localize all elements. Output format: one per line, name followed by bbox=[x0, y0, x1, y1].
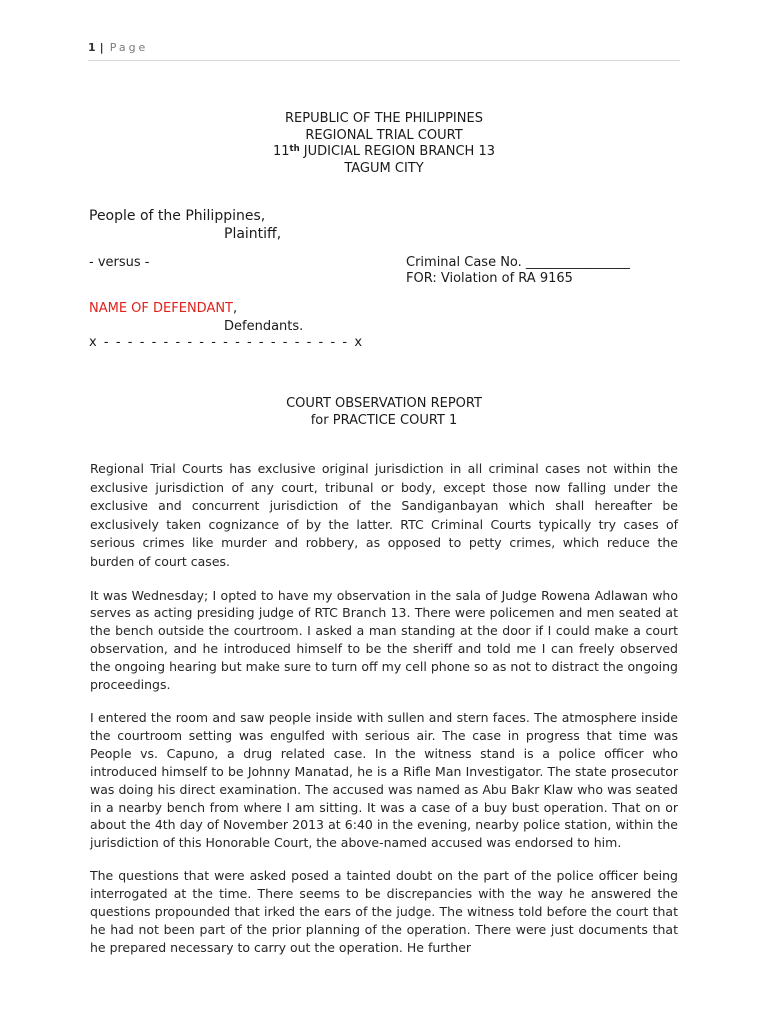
report-title-line2: for PRACTICE COURT 1 bbox=[310, 412, 458, 428]
plaintiff-role: Plaintiff, bbox=[224, 226, 282, 242]
defendant-line bbox=[89, 300, 237, 317]
page-word: Page bbox=[109, 41, 149, 54]
court-line-city: TAGUM CITY bbox=[344, 160, 424, 176]
court-heading bbox=[88, 111, 680, 177]
violation-label: FOR: Violation of RA 9165 bbox=[406, 271, 573, 286]
page-number: 1 bbox=[88, 41, 97, 54]
report-body bbox=[90, 460, 678, 972]
versus-label: - versus - bbox=[89, 255, 150, 270]
paragraph-jurisdiction: Regional Trial Courts has exclusive original jurisdiction in all criminal cases not within the exclusive jurisdiction of any court, tribunal or body, except those now falling under the exclusive and concurrent jurisdiction of the Sandiganbayan which shall hereafter be exclusively taken cognizance of by the latter. RTC Criminal Courts typically try cases of serious crimes like murder and robbery, as opposed to petty crimes, which reduce the burden of court cases. bbox=[90, 461, 678, 569]
paragraph-arrival: It was Wednesday; I opted to have my observation in the sala of Judge Rowena Adlawan who serves as acting presiding judge of RTC Branch 13. There were policemen and men seated at the bench outside the courtroom. I asked a man standing at the door if I could make a court observation, and he introduced himself to be the sheriff and told me I can freely observed the ongoing hearing but make sure to turn off my cell phone so as not to distract the ongoing proceedings. bbox=[90, 587, 678, 693]
report-title bbox=[88, 396, 680, 429]
paragraph-courtroom: I entered the room and saw people inside with sullen and stern faces. The atmosphere inside the courtroom setting was engulfed with serious air. The case in progress that time was People vs. Capuno, a drug related case. In the witness stand is a police officer who introduced himself to be Johnny Manatad, he is a Rifle Man Investigator. The state prosecutor was doing his direct examination. The accused was named as Abu Bakr Klaw who was seated in a nearby bench from where I am sitting. It was a case of a buy bust operation. That on or about the 4th day of November 2013 at 6:40 in the evening, nearby police station, within the jurisdiction of this Honorable Court, the above-named accused was endorsed to him. bbox=[90, 710, 678, 851]
region-rest: JUDICIAL REGION BRANCH 13 bbox=[299, 144, 495, 159]
case-number-label: Criminal Case No. ________________ bbox=[406, 255, 630, 270]
court-line-republic: REPUBLIC OF THE PHILIPPINES bbox=[285, 111, 483, 126]
defendant-role: Defendants. bbox=[224, 319, 304, 334]
region-ordinal: th bbox=[289, 144, 300, 154]
plaintiff-party: People of the Philippines, bbox=[89, 208, 266, 224]
court-line-region bbox=[88, 144, 680, 161]
caption-divider: x - - - - - - - - - - - - - - - - - - - - - x bbox=[89, 335, 364, 350]
region-number: 11 bbox=[273, 144, 290, 159]
defendant-name: NAME OF DEFENDANT bbox=[89, 301, 234, 316]
court-line-rtc: REGIONAL TRIAL COURT bbox=[305, 127, 463, 143]
report-title-line1: COURT OBSERVATION REPORT bbox=[286, 396, 482, 411]
defendant-comma: , bbox=[233, 301, 238, 316]
page-header bbox=[88, 38, 680, 61]
paragraph-questions: The questions that were asked posed a tainted doubt on the part of the police officer being interrogated at the time. There seems to be discrepancies with the way he answered the questions propounded that irked the ears of the judge. The witness told before the court that he had not been part of the prior planning of the operation. There were just documents that he prepared necessary to carry out the operation. He further bbox=[90, 868, 678, 955]
page-separator: | bbox=[99, 41, 105, 54]
